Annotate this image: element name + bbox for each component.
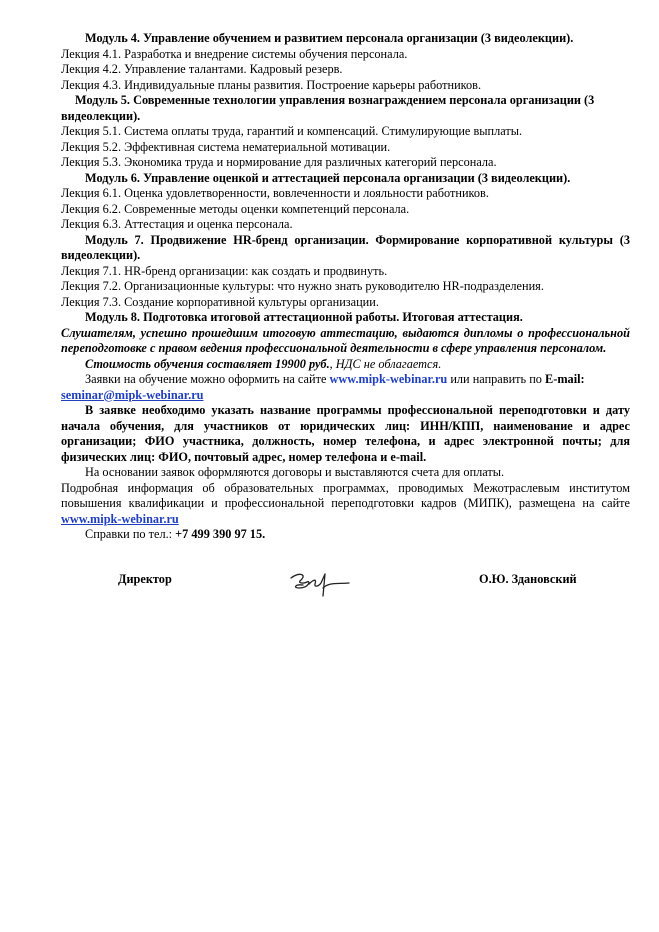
module-4-title: Модуль 4. Управление обучением и развитием персонала организации (3 видеолекции). <box>85 31 574 45</box>
lecture-4-3: Лекция 4.3. Индивидуальные планы развития. Построение карьеры работников. <box>61 77 482 92</box>
apply-text-1: Заявки на обучение можно оформить на сайте <box>85 372 330 386</box>
module-6-title: Модуль 6. Управление оценкой и аттестацией персонала организации (3 видеолекции). <box>85 170 571 185</box>
lecture-6-3: Лекция 6.3. Аттестация и оценка персонала. <box>61 217 293 231</box>
cost-amount: Стоимость обучения составляет 19900 руб. <box>85 356 330 371</box>
signature-block <box>61 566 630 602</box>
lecture-7-3: Лекция 7.3. Создание корпоративной культуры организации. <box>61 294 379 309</box>
lecture-5-2: Лекция 5.2. Эффективная система нематериальной мотивации. <box>61 139 391 154</box>
email-link[interactable]: seminar@mipk-webinar.ru <box>61 387 204 402</box>
info-text: Подробная информация об образовательных программах, проводимых Межотраслевым институтом повышения квалификации и профессиональной переподготовки кадров (МИПК), размещена на сайте <box>61 480 630 510</box>
phone-number: +7 499 390 97 15. <box>175 527 266 541</box>
lecture-7-1: Лекция 7.1. HR-бренд организации: как создать и продвинуть. <box>61 263 388 278</box>
email-label: E-mail: <box>545 372 585 386</box>
diploma-note: Слушателям, успешно прошедшим итоговую аттестацию, выдаются дипломы о профессиональной переподготовке с правом ведения профессиональной деятельности в сфере управления персоналом. <box>61 325 630 355</box>
site-link-info[interactable]: www.mipk-webinar.ru <box>61 511 179 526</box>
lecture-4-2: Лекция 4.2. Управление талантами. Кадровый резерв. <box>61 62 343 76</box>
site-link-apply[interactable]: www.mipk-webinar.ru <box>329 372 448 386</box>
lecture-6-2: Лекция 6.2. Современные методы оценки компетенций персонала. <box>61 201 410 216</box>
cost-vat: , НДС не облагается. <box>329 356 442 371</box>
director-name: О.Ю. Здановский <box>479 572 577 586</box>
module-7-title: Модуль 7. Продвижение HR-бренд организации. Формирование корпоративной культуры (3 видеолекции). <box>61 232 630 262</box>
module-8-title: Модуль 8. Подготовка итоговой аттестационной работы. Итоговая аттестация. <box>85 310 523 324</box>
lecture-6-1: Лекция 6.1. Оценка удовлетворенности, вовлеченности и лояльности работников. <box>61 186 489 200</box>
lecture-5-1: Лекция 5.1. Система оплаты труда, гарантий и компенсаций. Стимулирующие выплаты. <box>61 124 523 138</box>
handwritten-signature <box>285 566 355 600</box>
apply-text-2: или направить по <box>447 372 546 386</box>
info-paragraph <box>61 481 630 528</box>
apply-paragraph <box>61 372 630 403</box>
requirements-paragraph: В заявке необходимо указать название программы профессиональной переподготовки и дату начала обучения, для участников от юридических лиц: ИНН/КПП, наименование и адрес организации; ФИО участника, должность, номер телефона, и адрес электронной почты; для физических лиц: ФИО, почтовый адрес, номер телефона и e-mail. <box>61 403 630 464</box>
document-body <box>61 31 630 543</box>
phone-label: Справки по тел.: <box>85 527 176 541</box>
lecture-7-2: Лекция 7.2. Организационные культуры: что нужно знать руководителю HR-подразделения. <box>61 279 544 293</box>
cost-line <box>61 357 630 373</box>
lecture-4-1: Лекция 4.1. Разработка и внедрение системы обучения персонала. <box>61 46 408 61</box>
module-5-title: Модуль 5. Современные технологии управления вознаграждением персонала организации (3 видеолекции). <box>61 93 595 123</box>
contracts-paragraph: На основании заявок оформляются договоры и выставляются счета для оплаты. <box>85 465 505 479</box>
director-role: Директор <box>118 572 172 586</box>
phone-line <box>61 527 630 543</box>
lecture-5-3: Лекция 5.3. Экономика труда и нормирование для различных категорий персонала. <box>61 155 497 169</box>
